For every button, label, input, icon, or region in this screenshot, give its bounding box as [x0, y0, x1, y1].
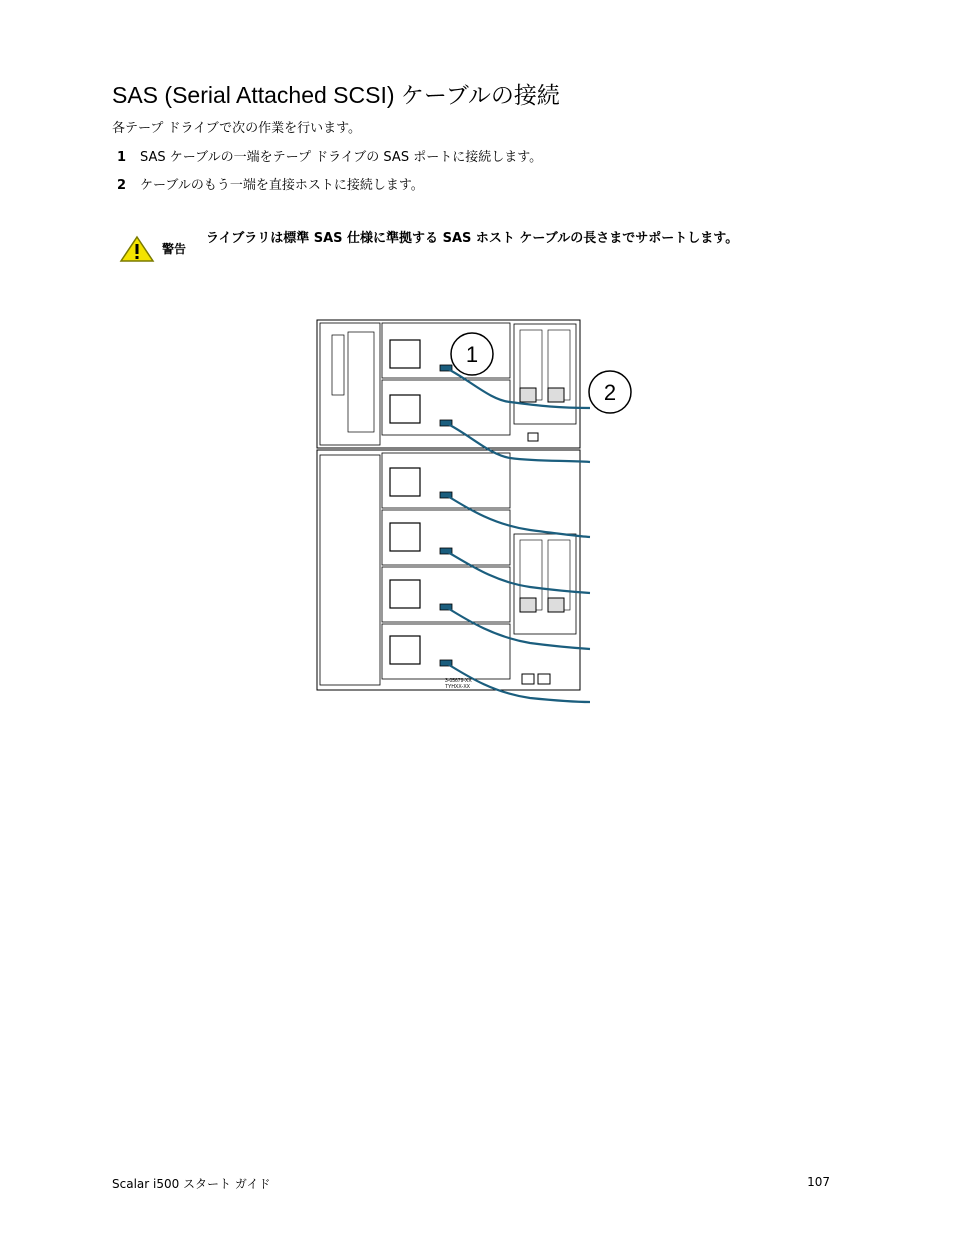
sas-cables: [446, 368, 590, 702]
step-number: 2: [117, 178, 127, 193]
figure-label-line1: 3-05679-XX: [445, 678, 472, 684]
callout-2-label: 2: [603, 380, 617, 405]
library-rear-diagram: [310, 310, 640, 710]
footer-page-number: 107: [807, 1175, 830, 1189]
callout-1-label: 1: [465, 342, 479, 367]
step-text: SAS ケーブルの一端をテープ ドライブの SAS ポートに接続します。: [140, 150, 543, 165]
step-number: 1: [117, 150, 127, 165]
step-2: [112, 177, 424, 195]
intro-text: 各テープ ドライブで次の作業を行います。: [112, 121, 362, 136]
control-module: [317, 320, 580, 448]
step-1: [112, 149, 542, 167]
warning-label: 警告: [162, 242, 187, 256]
figure-label-line2: TYHXX-XX: [445, 684, 471, 690]
tape-drives: [382, 323, 510, 679]
expansion-module: [317, 450, 580, 690]
warning-text: ライブラリは標準 SAS 仕様に準拠する SAS ホスト ケーブルの長さまでサポートします。: [206, 231, 739, 246]
callout-1: [451, 333, 493, 375]
callout-2: [589, 371, 631, 413]
warning-triangle-icon: [119, 235, 155, 263]
footer-doc-title: Scalar i500 スタート ガイド: [112, 1177, 271, 1191]
page-title: SAS (Serial Attached SCSI) ケーブルの接続: [112, 82, 560, 108]
step-text: ケーブルのもう一端を直接ホストに接続します。: [140, 178, 424, 193]
